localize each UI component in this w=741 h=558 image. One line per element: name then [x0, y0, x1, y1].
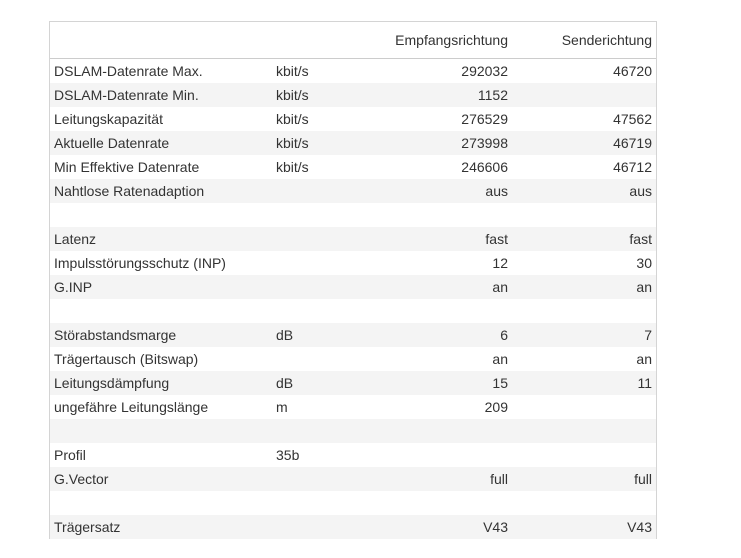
row-label: ungefähre Leitungslänge [54, 399, 209, 415]
row-upstream-value: 47562 [613, 111, 652, 127]
table-row [50, 59, 656, 83]
row-upstream-value: 30 [636, 255, 652, 271]
table-row [50, 203, 656, 227]
row-downstream-value: 246606 [461, 159, 508, 175]
row-unit: dB [276, 327, 294, 343]
table-row [50, 131, 656, 155]
row-downstream-value: 292032 [461, 63, 508, 79]
table-row [50, 419, 656, 443]
row-downstream-value: an [492, 279, 508, 295]
row-upstream-value: an [636, 279, 652, 295]
table-header [50, 22, 656, 59]
row-label: DSLAM-Datenrate Min. [54, 87, 199, 103]
row-label: Trägertausch (Bitswap) [54, 351, 199, 367]
row-downstream-value: 273998 [461, 135, 508, 151]
row-upstream-value: fast [629, 231, 652, 247]
row-upstream-value: 11 [637, 375, 652, 391]
row-label: DSLAM-Datenrate Max. [54, 63, 203, 79]
row-label: Impulsstörungsschutz (INP) [54, 255, 226, 271]
row-downstream-value: fast [485, 231, 508, 247]
row-downstream-value: full [490, 471, 508, 487]
row-label: Profil [54, 447, 86, 463]
table-body [50, 59, 656, 539]
row-downstream-value: V43 [483, 519, 508, 535]
row-unit: kbit/s [276, 63, 309, 79]
row-upstream-value: 7 [644, 327, 652, 343]
row-unit: kbit/s [276, 87, 309, 103]
table-row [50, 107, 656, 131]
table-row [50, 179, 656, 203]
row-label: Trägersatz [54, 519, 121, 535]
row-label: Nahtlose Ratenadaption [54, 183, 205, 199]
row-upstream-value: V43 [627, 519, 652, 535]
row-upstream-value: full [634, 471, 652, 487]
row-downstream-value: aus [485, 183, 508, 199]
table-row [50, 491, 656, 515]
row-upstream-value: 46719 [613, 135, 652, 151]
table-row [50, 395, 656, 419]
row-unit: 35b [276, 447, 300, 463]
table-row [50, 227, 656, 251]
row-label: Aktuelle Datenrate [54, 135, 170, 151]
table-row [50, 515, 656, 539]
table-row [50, 83, 656, 107]
dsl-info-table [49, 21, 657, 539]
table-row [50, 155, 656, 179]
row-downstream-value: 1152 [477, 87, 508, 103]
table-row [50, 347, 656, 371]
row-label: Leitungskapazität [54, 111, 163, 127]
row-label: Latenz [54, 231, 97, 247]
row-label: G.Vector [54, 471, 109, 487]
row-label: G.INP [54, 279, 93, 295]
row-upstream-value: aus [629, 183, 652, 199]
table-row [50, 323, 656, 347]
row-unit: kbit/s [276, 111, 309, 127]
row-downstream-value: 276529 [461, 111, 508, 127]
row-downstream-value: 12 [492, 255, 508, 271]
header-downstream: Empfangsrichtung [395, 32, 508, 48]
row-upstream-value: 46720 [613, 63, 652, 79]
header-upstream: Senderichtung [561, 32, 652, 48]
table-row [50, 275, 656, 299]
row-unit: kbit/s [276, 135, 309, 151]
row-downstream-value: 15 [492, 375, 508, 391]
table-row [50, 299, 656, 323]
table-row [50, 251, 656, 275]
row-downstream-value: 6 [500, 327, 508, 343]
row-label: Leitungsdämpfung [54, 375, 170, 391]
table-row [50, 443, 656, 467]
row-label: Min Effektive Datenrate [54, 159, 200, 175]
row-label: Störabstandsmarge [54, 327, 177, 343]
row-downstream-value: an [492, 351, 508, 367]
row-upstream-value: an [636, 351, 652, 367]
table-row [50, 371, 656, 395]
row-unit: dB [276, 375, 294, 391]
row-unit: kbit/s [276, 159, 309, 175]
table-row [50, 467, 656, 491]
row-upstream-value: 46712 [613, 159, 652, 175]
row-unit: m [276, 399, 288, 415]
row-downstream-value: 209 [484, 399, 508, 415]
